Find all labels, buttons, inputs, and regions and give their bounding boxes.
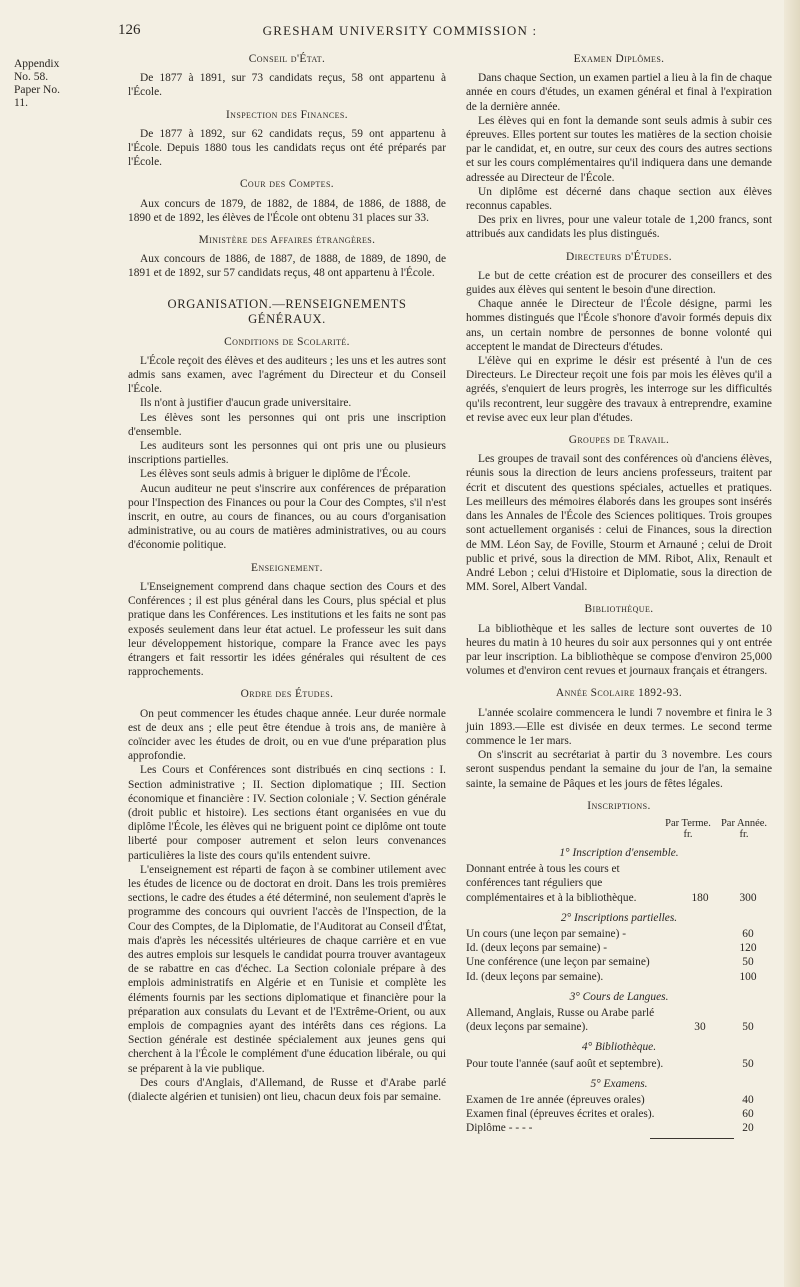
fee-term-value: 180 <box>691 891 709 904</box>
fee-col-year-unit: fr. <box>739 828 749 840</box>
paragraph: Les auditeurs sont les personnes qui ont pris une ou plusieurs inscriptions partielles. <box>128 440 446 467</box>
fee-label: Allemand, Anglais, Russe ou Arabe parlé (deux leçons par semaine). <box>466 1006 655 1034</box>
fee-row <box>466 1093 772 1107</box>
fee-year-value: 60 <box>742 927 754 940</box>
section-main-heading: ORGANISATION.—RENSEIGNEMENTS GÉNÉRAUX. <box>167 296 407 326</box>
paragraph: Les groupes de travail sont des conférences où d'anciens élèves, réunis sous la direction de leurs anciens professeurs, traitent par écrit et discutent des questions spéciales, actuelles et pratiques. Les meilleurs des mémoires élaborés dans les groupes sont insérés dans les Annales de l'École des Sciences politiques. Trois groupes sont actuellement organisés : celui de Finances, sous la direction de MM. Léon Say, de Foville, Stourm et Arnauné ; celui de Droit public et privé, sous la direction de MM. Ribot, Alix, Renault et André Lebon ; celui d'Histoire et Diplomatie, sous la direction de MM. Sorel, Albert Vandal. <box>466 453 772 594</box>
paragraph: La bibliothèque et les salles de lecture sont ouvertes de 10 heures du matin à 10 heures du soir aux personnes qui y ont entrée par leur inscription. La bibliothèque se compose d'environ 25,000 volumes et d'environ cent revues et journaux français et étrangers. <box>466 622 772 678</box>
fee-label: Examen final (épreuves écrites et orales). <box>466 1108 655 1121</box>
paragraph: Des prix en livres, pour une valeur totale de 1,200 francs, sont attribués aux candidats les plus distingués. <box>466 214 772 241</box>
paragraph: Les élèves sont seuls admis à briguer le diplôme de l'École. <box>140 468 411 481</box>
fee-label: Diplôme - - - - <box>466 1122 533 1135</box>
fee-col-term <box>660 818 716 840</box>
fee-year-value: 50 <box>742 1057 754 1070</box>
right-column <box>466 52 772 1139</box>
paragraph: L'élève qui en exprime le désir est présenté à l'un de ces Directeurs. Le Directeur reçoit une fois par mois les élèves qu'il a agréés, s'enquiert de leurs progrès, les interroge sur les difficultés qu'ils recontrent, leur suggère des travaux à entreprendre, examine et revise avec eux leur plan d'études. <box>466 355 772 424</box>
fee-year-value: 20 <box>742 1122 754 1135</box>
fee-row <box>466 1107 772 1121</box>
fee-year-value: 50 <box>742 1021 754 1034</box>
fee-row <box>466 927 772 941</box>
fee-label: Une conférence (une leçon par semaine) <box>466 956 650 969</box>
fee-col-year <box>716 818 772 840</box>
paragraph: L'École reçoit des élèves et des auditeurs ; les uns et les autres sont admis sans examen, avec l'agrément du Directeur et du Conseil l'École. <box>128 354 446 396</box>
margin-note <box>14 58 74 110</box>
fee-group-title: 4° Bibliothèque. <box>581 1041 657 1054</box>
fee-row <box>466 862 772 905</box>
paragraph: Des cours d'Anglais, d'Allemand, de Russe et d'Arabe parlé (dialecte algérien et tunisien) ont lieu, chacun deux fois par semaine. <box>128 1076 446 1103</box>
fee-table-header <box>466 818 772 840</box>
left-column <box>128 52 446 1104</box>
paragraph: De 1877 à 1891, sur 73 candidats reçus, 58 ont appartenu à l'École. <box>128 72 446 99</box>
page-edge-shadow <box>784 0 800 1287</box>
section-heading: Inscriptions. <box>587 799 651 812</box>
paragraph: De 1877 à 1892, sur 62 candidats reçus, 59 ont appartenu à l'École. Depuis 1880 tous les candidats reçus ont été préparés par l'École. <box>128 127 446 169</box>
section-heading: Enseignement. <box>251 561 323 574</box>
fee-label: Pour toute l'année (sauf août et septembre). <box>466 1057 664 1070</box>
fee-row <box>466 970 772 984</box>
paragraph: Les élèves qui en font la demande sont seuls admis à subir ces épreuves. Elles portent sur toutes les matières de la section choisie par le candidat, et, en outre, sur ceux des cours des autres sections et sur les cours complémentaires qu'il indiquera dans une demande adressée au Directeur de l'École. <box>466 114 772 184</box>
margin-note-line: No. 58. <box>14 71 49 83</box>
running-head: GRESHAM UNIVERSITY COMMISSION : <box>262 23 538 38</box>
paragraph: L'année scolaire commencera le lundi 7 novembre et finira le 3 juin 1893.—Elle est divisée en deux termes. Le second terme commence le 1er mars. <box>466 706 772 747</box>
section-heading: Conditions de Scolarité. <box>224 335 350 348</box>
fee-group-title: 5° Examens. <box>590 1077 648 1090</box>
fee-row <box>466 955 772 969</box>
section-heading: Conseil d'État. <box>248 53 326 65</box>
margin-note-line: Paper No. 11. <box>14 84 60 109</box>
section-heading: Inspection des Finances. <box>225 108 349 121</box>
fee-term-value: 30 <box>694 1021 706 1034</box>
fee-col-year-label: Par Année. <box>720 817 768 829</box>
paragraph: Un diplôme est décerné dans chaque section aux élèves reconnus capables. <box>466 185 772 213</box>
fee-row <box>466 1121 772 1135</box>
fee-col-term-label: Par Terme. <box>665 817 711 829</box>
fee-group-title: 2° Inscriptions partielles. <box>560 911 678 924</box>
section-heading: Directeurs d'Études. <box>565 250 673 263</box>
fee-year-value: 50 <box>742 956 754 969</box>
paragraph: L'enseignement est réparti de façon à se combiner utilement avec les études de licence ou de doctorat en droit. Dans les trois premières sections, le cadre des études a été déterminé, non seulement d'après le programme des concours qui ouvrient l'accès de l'Inspection, de la Cour des Comptes, de la Diplomatie, de l'Auditorat au Conseil d'État, mais d'après les nécessités ultérieures de chaque carrière et en vue des autres emplois sur lesquels le candidat pourra trouver avantageux de se rabattre en cas d'échec. La Section coloniale prépare à des emplois administratifs en Algérie et en Tunisie et complète les éléments fournis par les sections diplomatique et financière pour la préparation aux consulats du Levant et de l'Extrême-Orient, ou aux emplois de compagnies ayant des intérêts dans ces régions. La Section générale est destinée spécialement aux jeunes gens qui cherchent à la l'École le complément d'une éducation libérale, ou qui se préparent à la vie publique. <box>128 863 447 1075</box>
margin-note-line: Appendix <box>14 58 60 70</box>
paragraph: Aux concurs de 1879, de 1882, de 1884, de 1886, de 1888, de 1890 et de 1892, les élèves de l'École ont obtenu 31 places sur 33. <box>128 197 446 224</box>
page-number: 126 <box>118 22 141 38</box>
paragraph: Ils n'ont à justifier d'aucun grade universitaire. <box>140 397 352 410</box>
section-heading: Ministère des Affaires étrangères. <box>198 234 376 247</box>
section-heading: Examen Diplômes. <box>573 53 665 65</box>
paragraph: Aucun auditeur ne peut s'inscrire aux conférences de préparation pour l'Inspection des Finances ou pour la Cour des Comptes, s'il n'est inscrit, en outre, au cours de finances, ou au cours d'organisation administrative, ou au cours de matières administratives, ou au cours d'économie politique. <box>128 482 446 552</box>
fee-table-rule <box>650 1138 734 1139</box>
paragraph: Chaque année le Directeur de l'École désigne, parmi les hommes distingués que l'École s'honore d'avoir formés depuis dix ans, un certain nombre de personnes de bonne volonté qui acceptent le mandat de Directeurs d'études. <box>466 298 772 353</box>
section-heading: Bibliothèque. <box>584 603 654 616</box>
fee-label: Un cours (une leçon par semaine) - <box>466 927 627 940</box>
paragraph: Les Cours et Conférences sont distribués en cinq sections : I. Section administrative ; II. Section diplomatique ; III. Section économique et financière : IV. Section coloniale ; V. Section générale (droit public et histoire). Les sections étant organisées en vue du diplôme l'École, les élèves qui ne briguent point ce diplôme ont toute liberté pour composer autrement et selon leurs convenances particulières la liste des cours qu'ils entendent suivre. <box>128 764 446 862</box>
fee-row <box>466 1006 772 1034</box>
fee-label: Id. (deux leçons par semaine). <box>466 970 604 983</box>
fee-year-value: 100 <box>739 970 757 983</box>
fee-group-title: 3° Cours de Langues. <box>569 990 669 1003</box>
fee-year-value: 60 <box>742 1108 754 1121</box>
fee-year-value: 120 <box>739 942 757 955</box>
section-heading: Année Scolaire 1892-93. <box>555 687 683 700</box>
page-header <box>0 22 800 44</box>
section-heading: Groupes de Travail. <box>568 434 670 447</box>
paragraph: On peut commencer les études chaque année. Leur durée normale est de deux ans ; elle peut être étendue à trois ans, de manière à coïncider avec les études de droit, ou en vue d'une préparation plus approfondie. <box>128 707 446 763</box>
section-heading: Cour des Comptes. <box>239 178 335 191</box>
paragraph: Dans chaque Section, un examen partiel a lieu à la fin de chaque année en cours d'études, un examen général et final à l'expiration de la dernière année. <box>466 72 772 113</box>
fee-year-value: 300 <box>739 891 757 904</box>
fee-group-title: 1° Inscription d'ensemble. <box>559 846 679 859</box>
fee-year-value: 40 <box>742 1094 754 1106</box>
fee-col-term-unit: fr. <box>683 828 693 840</box>
paragraph: L'Enseignement comprend dans chaque section des Cours et des Conférences ; il est plus général dans les Cours, plus spécial et plus pratique dans les Conférences. Les institutions et les faits ne sont pas exposés seulement dans leur état actuel. Le professeur les suit dans leur développement historique, compare la France avec les pays étrangers et fait ressortir les idées générales qui résultent de ces rapprochements. <box>128 580 446 679</box>
paragraph: On s'inscrit au secrétariat à partir du 3 novembre. Les cours seront suspendus pendant la semaine du jour de l'an, la semaine sainte, la semaine de Pâques et les jours de fêtes légales. <box>466 749 772 790</box>
fee-label: Examen de 1re année (épreuves orales) <box>466 1094 645 1106</box>
fee-label: Id. (deux leçons par semaine) - <box>466 942 608 955</box>
fee-row <box>466 941 772 955</box>
paragraph: Aux concours de 1886, de 1887, de 1888, de 1889, de 1890, de 1891 et de 1892, sur 57 candidats reçus, 48 ont appartenu à l'École. <box>128 253 446 280</box>
fee-label: Donnant entrée à tous les cours et conférences tant réguliers que complémentaires et à la bibliothèque. <box>466 863 637 904</box>
paragraph: Le but de cette création est de procurer des conseillers et des guides aux élèves qui sentent le besoin d'une direction. <box>466 269 772 297</box>
paragraph: Les élèves sont les personnes qui ont pris une inscription d'ensemble. <box>128 411 446 438</box>
section-heading: Ordre des Études. <box>240 688 334 701</box>
fee-row <box>466 1057 772 1071</box>
